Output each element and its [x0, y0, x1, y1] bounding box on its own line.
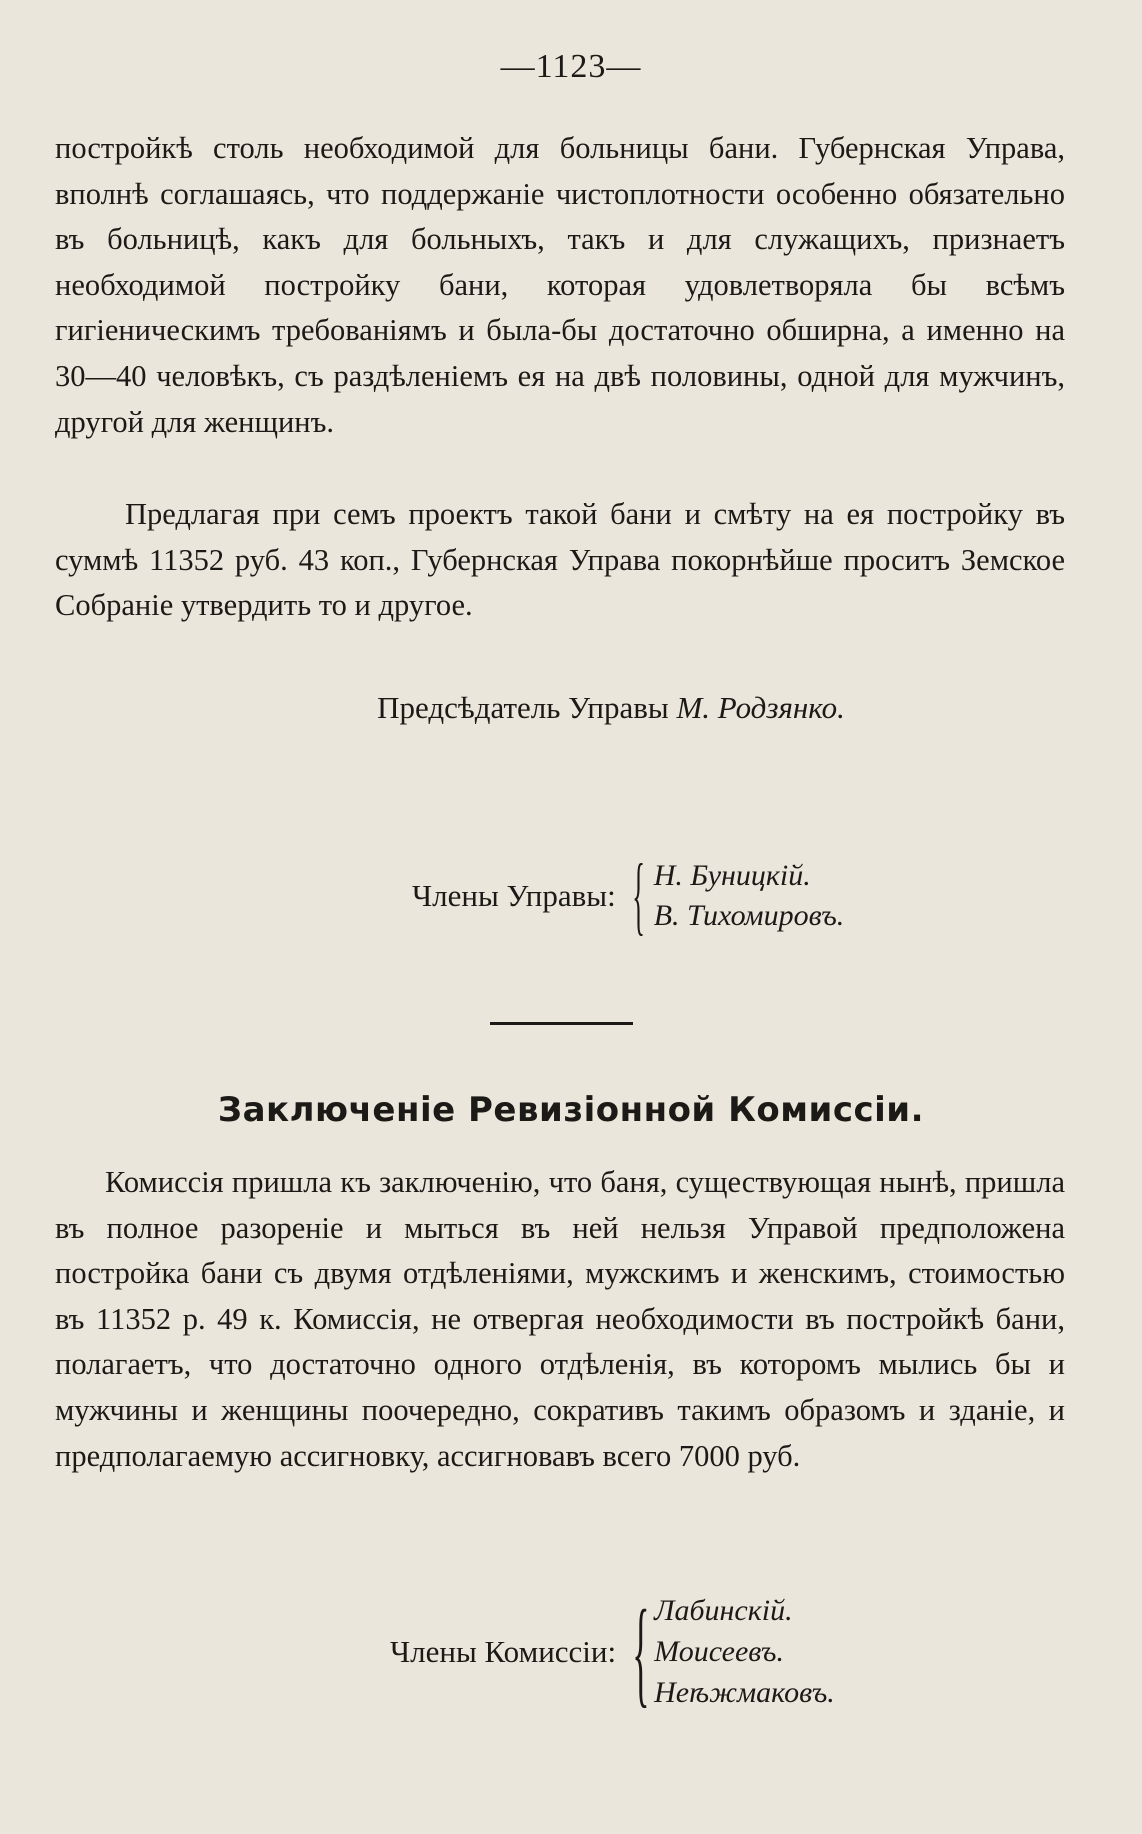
commission-members	[390, 1584, 835, 1718]
board-members-label: Члены Управы:	[412, 878, 616, 913]
board-members	[412, 847, 845, 944]
commission-members-label: Члены Комиссіи:	[390, 1633, 617, 1669]
chairman-title: Предсѣдатель Управы	[377, 690, 669, 725]
brace-icon: {	[632, 1584, 650, 1718]
commission-member-name: Неѣжмаковъ.	[654, 1676, 835, 1709]
page-number: —1123—	[500, 48, 642, 85]
commission-member-name: Моисеевъ.	[654, 1635, 784, 1668]
board-member-name: Н. Буницкій.	[653, 859, 811, 892]
paragraph-commission-conclusion: Комиссія пришла къ заключенію, что баня, существующая нынѣ, пришла въ полное разореніе и мыться въ ней нельзя Управой предположена постройка бани съ двумя отдѣленіями, мужскимъ и женскимъ, стоимостью въ 11352 р. 49 к. Комиссія, не отвергая необходимости въ постройкѣ бани, полагаетъ, что достаточно одного отдѣленія, въ которомъ мылись бы и мужчины и женщины поочередно, сокративъ такимъ образомъ и зданіе, и предполагаемую ассигновку, ассигновавъ всего 7000 руб.	[55, 1165, 1065, 1473]
brace-icon: {	[632, 847, 645, 944]
commission-member-name: Лабинскій.	[654, 1594, 793, 1627]
section-divider	[490, 1022, 633, 1025]
commission-members-names	[654, 1590, 835, 1713]
chairman-name: М. Родзянко.	[676, 690, 845, 725]
board-members-names	[654, 856, 845, 936]
paragraph-proposal: Предлагая при семъ проектъ такой бани и смѣту на ея постройку въ суммѣ 11352 руб. 43 коп., Губернская Управа покорнѣйше проситъ Земское Собраніе утвердить то и другое.	[55, 497, 1065, 623]
board-member-name: В. Тихомировъ.	[653, 899, 845, 932]
paragraph-bath-justification: постройкѣ столь необходимой для больницы бани. Губернская Управа, вполнѣ соглашаясь, что поддержаніе чистоплотности особенно обязательно въ больницѣ, какъ для больныхъ, такъ и для служащихъ, признаетъ необходимой постройку бани, которая удовлетворяла бы всѣмъ гигіеническимъ требованіямъ и была-бы достаточно обширна, а именно на 30—40 человѣкъ, съ раздѣленіемъ ея на двѣ половины, одной для мужчинъ, другой для женщинъ.	[55, 131, 1065, 439]
chairman-signature	[0, 690, 1142, 726]
section-title: Заключеніе Ревизіонной Комиссіи.	[217, 1090, 925, 1130]
